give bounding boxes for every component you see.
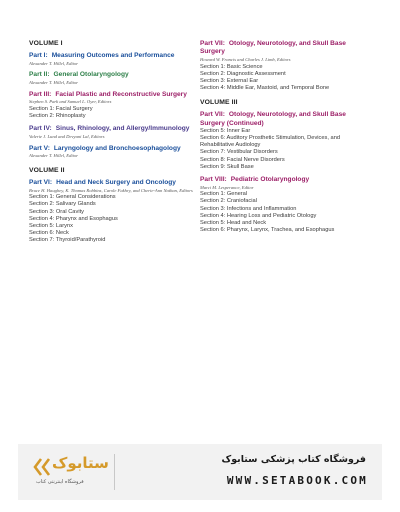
part-editors: Marci M. Lesperance, Editor: [200, 184, 254, 190]
part-title: [29, 125, 197, 133]
toc-part: [200, 111, 368, 171]
toc-part: [29, 179, 197, 245]
store-banner: [18, 444, 382, 500]
section-item: Section 2: Salivary Glands: [29, 201, 96, 208]
part-editors: Bruce H. Haughey, K. Thomas Robbins, Carole Fakhry, and Cherie-Ann Nathan, Editors: [29, 187, 193, 193]
logo-subtitle: فروشگاه اینترنتی کتاب: [36, 479, 84, 485]
section-item: Section 8: Facial Nerve Disorders: [200, 156, 285, 163]
volume-1-parts: [29, 52, 197, 159]
part-editors: Alexander T. Hillel, Editor: [29, 80, 79, 85]
logo-chevrons-icon: [32, 456, 54, 478]
section-item: Section 3: Oral Cavity: [29, 208, 85, 215]
section-item: Section 2: Diagnostic Assessment: [200, 70, 286, 77]
volume-3-parts: [200, 111, 368, 234]
section-item: Section 2: Rhinoplasty: [29, 113, 86, 120]
left-column: [29, 40, 197, 250]
part-name: Facial Plastic and Reconstructive Surgery: [55, 90, 187, 98]
section-item: Section 2: Craniofacial: [200, 198, 257, 205]
toc-part: [200, 176, 368, 235]
part-number: Part VII:: [200, 111, 225, 119]
section-item: Section 7: Thyroid/Parathyroid: [29, 237, 106, 244]
part-number: Part III:: [29, 90, 52, 98]
part-title: [29, 179, 197, 187]
part-title: [29, 145, 197, 153]
part-title: [200, 111, 368, 127]
section-item: Section 1: Facial Surgery: [29, 105, 93, 112]
toc-part: [29, 71, 197, 85]
part-name: Pediatric Otolaryngology: [230, 175, 310, 183]
part-name: Head and Neck Surgery and Oncology: [56, 178, 176, 186]
part-number: Part I:: [29, 52, 48, 59]
part-name: Sinus, Rhinology, and Allergy/Immunology: [55, 125, 190, 133]
section-item: Section 1: Basic Science: [200, 63, 263, 70]
section-item: Section 4: Middle Ear, Mastoid, and Temporal Bone: [200, 85, 330, 92]
section-item: Section 6: Auditory Prosthetic Stimulation, Devices, and Rehabilitative Audiology: [200, 134, 341, 149]
section-item: Section 6: Pharynx, Larynx, Trachea, and Esophagus: [200, 227, 335, 234]
part-number: Part VIII:: [200, 175, 227, 183]
part-title: [29, 71, 197, 79]
part-name: Laryngology and Bronchoesophagology: [53, 144, 181, 152]
toc-part: [29, 125, 197, 139]
part-number: Part IV:: [29, 125, 52, 133]
shop-name: فروشگاه کتاب پزشکی ستابوک: [221, 454, 366, 465]
part-number: Part V:: [29, 144, 50, 152]
shop-url-link[interactable]: WWW.SETABOOK.COM: [226, 474, 368, 487]
volume-1-heading: VOLUME I: [29, 40, 63, 47]
section-item: Section 5: Larynx: [29, 223, 73, 229]
part-name: Otology, Neurotology, and Skull Base Surgery: [200, 40, 346, 56]
part-editors: Stephen S. Park and Samuel L. Oyer, Editors: [29, 99, 112, 105]
part-editors: Howard W. Francis and Charles J. Limb, Editors: [200, 56, 291, 62]
section-item: Section 3: External Ear: [200, 77, 259, 84]
part-title: [29, 52, 197, 60]
part-number: Part II:: [29, 71, 50, 79]
volume-3-heading: VOLUME III: [200, 99, 238, 107]
part-name: General Otolaryngology: [53, 71, 129, 79]
part-title: [200, 40, 368, 56]
part-editors: Alexander T. Hillel, Editor: [29, 60, 79, 66]
section-item: Section 1: General Considerations: [29, 194, 116, 201]
part-number: Part VI:: [29, 178, 53, 186]
part-name: Measuring Outcomes and Performance: [51, 52, 175, 59]
section-item: Section 4: Pharynx and Esophagus: [29, 215, 118, 222]
section-item: Section 5: Head and Neck: [200, 220, 267, 227]
section-item: Section 4: Hearing Loss and Pediatric Otology: [200, 212, 317, 219]
banner-divider: [114, 454, 115, 490]
section-item: Section 5: Inner Ear: [200, 127, 251, 134]
right-column: [200, 40, 368, 239]
logo-wordmark: ستابوک: [52, 454, 109, 472]
volume-2-heading: VOLUME II: [29, 166, 65, 174]
part-number: Part VII:: [200, 40, 225, 47]
section-item: Section 7: Vestibular Disorders: [200, 149, 278, 156]
volume-2-parts: [29, 179, 197, 245]
section-item: Section 6: Neck: [29, 230, 69, 237]
section-item: Section 9: Skull Base: [200, 163, 254, 170]
toc-part: [200, 40, 368, 92]
section-item: Section 3: Infections and Inflammation: [200, 205, 297, 212]
volume-2-continued-parts: [200, 40, 368, 92]
part-name: Otology, Neurotology, and Skull Base Surgery (Continued): [200, 111, 346, 127]
part-title: [29, 91, 197, 99]
toc-part: [29, 91, 197, 121]
section-item: Section 1: General: [200, 191, 248, 198]
part-title: [200, 176, 368, 184]
toc-part: [29, 52, 197, 66]
setabook-logo: [32, 452, 109, 492]
part-editors: Alexander T. Hillel, Editor: [29, 153, 79, 159]
toc-part: [29, 145, 197, 159]
part-editors: Valerie J. Lund and Devyani Lal, Editors: [29, 134, 105, 139]
